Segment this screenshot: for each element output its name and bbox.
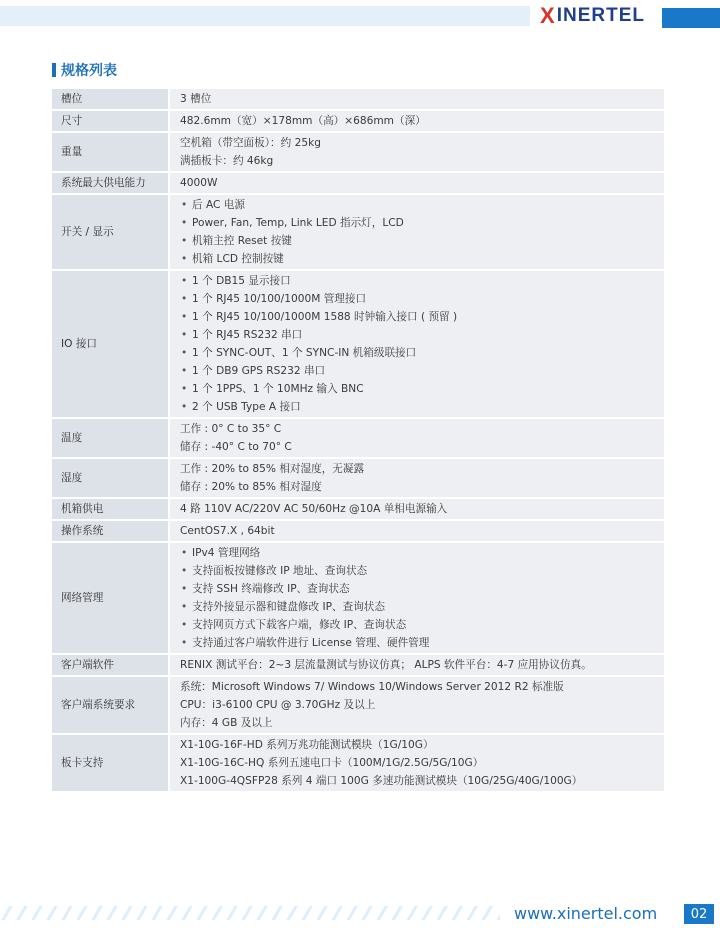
spec-row <box>52 195 664 269</box>
spec-table <box>52 87 664 793</box>
spec-row <box>52 133 664 171</box>
spec-value <box>170 195 664 269</box>
footer-url: www.xinertel.com <box>514 904 658 923</box>
spec-value-line: 4 路 110V AC/220V AC 50/60Hz @10A 单相电源输入 <box>180 503 448 515</box>
spec-value <box>170 133 664 171</box>
logo-x-letter: X <box>540 3 556 28</box>
spec-bullet-item: • 支持外接显示器和键盘修改 IP、查询状态 <box>180 598 656 616</box>
spec-row <box>52 499 664 519</box>
spec-value <box>170 173 664 193</box>
spec-value-line: 储存 : -40° C to 70° C <box>180 441 292 453</box>
spec-value-line: 工作 : 20% to 85% 相对湿度，无凝露 <box>180 463 365 475</box>
spec-row <box>52 655 664 675</box>
spec-row <box>52 677 664 733</box>
spec-label: IO 接口 <box>52 271 170 417</box>
spec-row <box>52 89 664 109</box>
spec-label: 尺寸 <box>52 111 170 131</box>
spec-value-line: 482.6mm（宽）×178mm（高）×686mm（深） <box>180 115 426 127</box>
spec-bullet-item: • Power, Fan, Temp, Link LED 指示灯，LCD <box>180 214 656 232</box>
spec-value-line: 工作 : 0° C to 35° C <box>180 423 282 435</box>
spec-value-line: 内存：4 GB 及以上 <box>180 717 273 729</box>
spec-bullet-item: • 2 个 USB Type A 接口 <box>180 398 656 416</box>
spec-label: 客户端软件 <box>52 655 170 675</box>
spec-bullet-item: • 后 AC 电源 <box>180 196 656 214</box>
header-band <box>0 6 530 26</box>
spec-row <box>52 521 664 541</box>
spec-value <box>170 677 664 733</box>
spec-label: 机箱供电 <box>52 499 170 519</box>
logo-text: INERTEL <box>556 5 645 26</box>
spec-value <box>170 89 664 109</box>
section-marker <box>52 63 56 77</box>
spec-label: 重量 <box>52 133 170 171</box>
spec-value <box>170 521 664 541</box>
spec-label: 客户端系统要求 <box>52 677 170 733</box>
spec-label: 湿度 <box>52 459 170 497</box>
spec-row <box>52 271 664 417</box>
spec-bullet-item: • 1 个 RJ45 10/100/1000M 管理接口 <box>180 290 656 308</box>
spec-bullet-item: • 1 个 DB15 显示接口 <box>180 272 656 290</box>
spec-bullet-item: • 1 个 RJ45 RS232 串口 <box>180 326 656 344</box>
section-title <box>52 62 117 78</box>
spec-value <box>170 655 664 675</box>
page-number: 02 <box>684 904 714 924</box>
spec-bullet-item: • 1 个 RJ45 10/100/1000M 1588 时钟输入接口 ( 预留 ) <box>180 308 656 326</box>
spec-bullet-item: • 机箱主控 Reset 按键 <box>180 232 656 250</box>
spec-value-line: RENIX 测试平台：2~3 层流量测试与协议仿真； ALPS 软件平台：4-7 应用协议仿真。 <box>180 659 592 671</box>
spec-label: 温度 <box>52 419 170 457</box>
section-title-text: 规格列表 <box>61 63 117 79</box>
spec-label: 开关 / 显示 <box>52 195 170 269</box>
spec-row <box>52 543 664 653</box>
spec-value <box>170 419 664 457</box>
spec-bullet-item: • 机箱 LCD 控制按键 <box>180 250 656 268</box>
spec-bullet-item: • 1 个 1PPS、1 个 10MHz 输入 BNC <box>180 380 656 398</box>
spec-value-line: CPU：i3-6100 CPU @ 3.70GHz 及以上 <box>180 699 376 711</box>
spec-label: 板卡支持 <box>52 735 170 791</box>
spec-bullet-item: • 支持通过客户端软件进行 License 管理、硬件管理 <box>180 634 656 652</box>
spec-bullet-list <box>180 272 656 416</box>
spec-value-line: 3 槽位 <box>180 93 212 105</box>
spec-value-line: 系统：Microsoft Windows 7/ Windows 10/Windows Server 2012 R2 标准版 <box>180 681 564 693</box>
spec-value <box>170 735 664 791</box>
spec-bullet-list <box>180 196 656 268</box>
spec-bullet-item: • 支持网页方式下载客户端，修改 IP、查询状态 <box>180 616 656 634</box>
spec-row <box>52 419 664 457</box>
spec-value <box>170 271 664 417</box>
spec-row <box>52 459 664 497</box>
spec-bullet-list <box>180 544 656 652</box>
spec-value-line: 储存 : 20% to 85% 相对湿度 <box>180 481 322 493</box>
xinertel-logo <box>540 4 645 28</box>
spec-value <box>170 543 664 653</box>
spec-row <box>52 173 664 193</box>
header-accent-block <box>662 8 720 28</box>
spec-value-line: 空机箱（带空面板）：约 25kg <box>180 137 321 149</box>
spec-value-line: X1-10G-16F-HD 系列万兆功能测试模块（1G/10G） <box>180 739 434 751</box>
spec-value-line: X1-10G-16C-HQ 系列五速电口卡（100M/1G/2.5G/5G/10G） <box>180 757 484 769</box>
spec-value <box>170 459 664 497</box>
spec-value <box>170 499 664 519</box>
footer-stripes <box>0 906 500 920</box>
spec-value-line: 4000W <box>180 177 218 189</box>
spec-row <box>52 735 664 791</box>
spec-value <box>170 111 664 131</box>
spec-bullet-item: • IPv4 管理网络 <box>180 544 656 562</box>
spec-bullet-item: • 1 个 SYNC-OUT、1 个 SYNC-IN 机箱级联接口 <box>180 344 656 362</box>
spec-value-line: X1-100G-4QSFP28 系列 4 端口 100G 多速功能测试模块（10G/25G/40G/100G） <box>180 775 583 787</box>
spec-label: 操作系统 <box>52 521 170 541</box>
spec-label: 网络管理 <box>52 543 170 653</box>
spec-bullet-item: • 支持 SSH 终端修改 IP、查询状态 <box>180 580 656 598</box>
spec-bullet-item: • 1 个 DB9 GPS RS232 串口 <box>180 362 656 380</box>
spec-bullet-item: • 支持面板按键修改 IP 地址、查询状态 <box>180 562 656 580</box>
spec-label: 槽位 <box>52 89 170 109</box>
spec-value-line: 满插板卡：约 46kg <box>180 155 274 167</box>
spec-row <box>52 111 664 131</box>
spec-value-line: CentOS7.X , 64bit <box>180 525 275 537</box>
spec-label: 系统最大供电能力 <box>52 173 170 193</box>
